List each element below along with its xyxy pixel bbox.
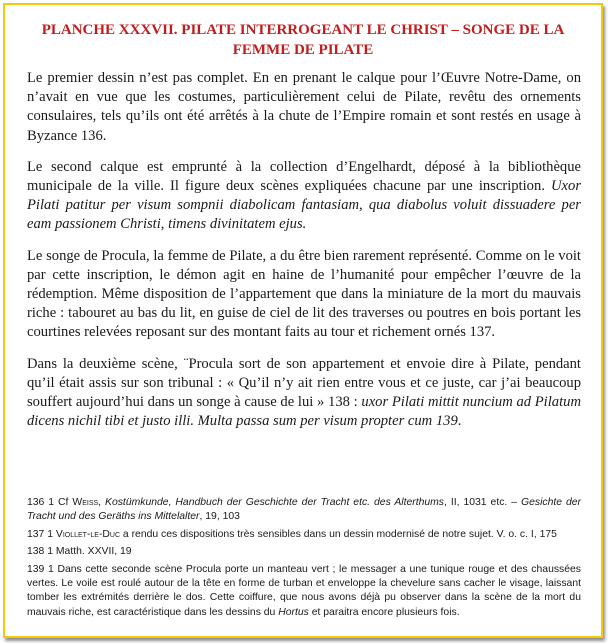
footnote-139	[27, 563, 581, 621]
note-text: ,	[98, 497, 106, 508]
latin-inscription: Uxor Pilati patitur per visum sompnii diabolicam fantasiam, qua diabolus voluit dissuadere per eam passionem Christi, timens divinitatem ejus.	[27, 178, 581, 233]
author-name: Viollet-le-Duc	[55, 528, 121, 540]
text-run: Le premier dessin n’est pas complet. En en prenant le calque pour l’Œuvre Notre-Dame, on n’avait en vue que les costumes, particulièrement celui de Pilate, revêtu des ornements consulaires, tels qu’ils ont été arrêtés à la chute de l’Empire romain et sont restés en usage à Byzance 136.	[27, 70, 581, 144]
footnote-137	[27, 528, 581, 542]
author-name: Weiss	[72, 497, 99, 508]
main-text	[27, 69, 581, 443]
footnote-138	[27, 545, 581, 559]
text-run: Le songe de Procula, la femme de Pilate, a du être bien rarement représenté. Comme on le voit par cette inscription, le démon agit en haine de l’humanité pour empêcher l’œuvre de la rédemption. Même disposition de l’appartement que dans la miniature de la mort du mauvais riche : tabouret au bas du lit, en guise de ciel de lit des traverses ou poutres en bois portant les courtines relevées reposant sur des montant faits au tour et richement ornés 137.	[27, 247, 581, 341]
page-title: PLANCHE XXXVII. PILATE INTERROGEANT LE CHRIST – SONGE DE LA FEMME DE PILATE	[41, 22, 565, 58]
text-run: Le second calque est emprunté à la collection d’Engelhardt, déposé à la bibliothèque municipale de la ville. Il figure deux scènes expliquées chacune par une inscription.	[27, 158, 581, 195]
footnote-136	[27, 496, 581, 525]
footnotes	[27, 496, 581, 620]
book-title: Gesichte der Tracht und des Geräths ins Mittelalter	[27, 497, 582, 523]
text-run: .	[457, 413, 462, 430]
book-title: Hortus	[278, 606, 309, 618]
note-text: 138 1 Matth. XXVII, 19	[27, 546, 132, 558]
paragraph-4	[27, 355, 581, 432]
paragraph-2	[27, 158, 581, 235]
note-text: et paraitra encore plusieurs fois.	[308, 606, 460, 618]
text-run: Dans la deuxième scène, ¨Procula sort de son appartement et envoie dire à Pilate, pendant qu’il était assis sur son tribunal : « Qu’il n’y ait rien entre vous et ce juste, car j’ai beaucoup souffert aujourd’hui dans un songe à cause de lui » 138 :	[27, 355, 581, 411]
note-text: , 19, 103	[199, 511, 240, 523]
page-frame	[3, 3, 603, 638]
note-text: , II, 1031 etc. –	[444, 497, 522, 508]
book-title: Kostümkunde, Handbuch der Geschichte der Tracht etc. des Alterthums	[105, 497, 444, 508]
note-text: a rendu ces dispositions très sensibles dans un dessin modernisé de notre sujet. V. o. c. I, 175	[120, 528, 557, 540]
note-text: 136 1 Cf	[27, 497, 73, 508]
note-text: 137 1	[27, 528, 56, 540]
paragraph-3	[27, 247, 581, 343]
paragraph-1	[27, 69, 581, 146]
note-text: 139 1 Dans cette seconde scène Procula porte un manteau vert ; le messager a une tunique rouge et des chaussées vertes. Le voile est roulé autour de la tête en forme de turban et enveloppe la chevelure sans cacher le visage, laissant tomber les extrémités derrière le dos. Cette coiffure, que nous avons déjà pu observer dans la scène de la mort du mauvais riche, est caractéristique dans les dessins du	[27, 563, 581, 618]
latin-inscription: uxor Pilati mittit nuncium ad Pilatum dicens nichil tibi et justo illi. Multa passa sum per visum propter cum 139	[27, 394, 581, 430]
